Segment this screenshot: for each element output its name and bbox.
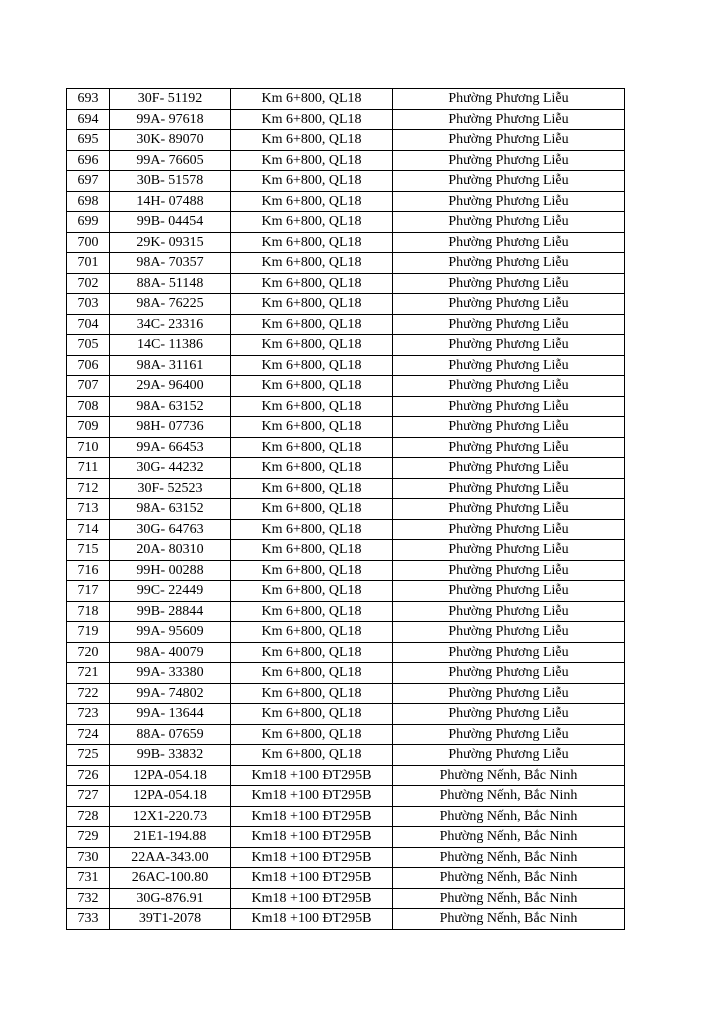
row-number-cell: 726 — [67, 765, 110, 786]
ward-cell: Phường Phương Liễu — [393, 601, 625, 622]
ward-cell: Phường Nếnh, Bắc Ninh — [393, 888, 625, 909]
row-number-cell: 704 — [67, 314, 110, 335]
ward-cell: Phường Phương Liễu — [393, 560, 625, 581]
location-cell: Km 6+800, QL18 — [231, 519, 393, 540]
license-plate-cell: 98A- 70357 — [110, 253, 231, 274]
table-row — [67, 663, 625, 684]
location-cell: Km 6+800, QL18 — [231, 335, 393, 356]
location-cell: Km18 +100 ĐT295B — [231, 765, 393, 786]
location-cell: Km 6+800, QL18 — [231, 232, 393, 253]
license-plate-cell: 99A- 33380 — [110, 663, 231, 684]
ward-cell: Phường Nếnh, Bắc Ninh — [393, 827, 625, 848]
license-plate-cell: 21E1-194.88 — [110, 827, 231, 848]
location-cell: Km 6+800, QL18 — [231, 581, 393, 602]
ward-cell: Phường Phương Liễu — [393, 683, 625, 704]
location-cell: Km18 +100 ĐT295B — [231, 786, 393, 807]
ward-cell: Phường Phương Liễu — [393, 704, 625, 725]
location-cell: Km 6+800, QL18 — [231, 683, 393, 704]
ward-cell: Phường Nếnh, Bắc Ninh — [393, 806, 625, 827]
table-row — [67, 417, 625, 438]
license-plate-cell: 98A- 63152 — [110, 499, 231, 520]
location-cell: Km 6+800, QL18 — [231, 417, 393, 438]
table-row — [67, 458, 625, 479]
ward-cell: Phường Phương Liễu — [393, 335, 625, 356]
location-cell: Km 6+800, QL18 — [231, 376, 393, 397]
ward-cell: Phường Phương Liễu — [393, 581, 625, 602]
license-plate-cell: 99A- 76605 — [110, 150, 231, 171]
license-plate-cell: 99B- 33832 — [110, 745, 231, 766]
table-row — [67, 171, 625, 192]
row-number-cell: 729 — [67, 827, 110, 848]
license-plate-cell: 88A- 51148 — [110, 273, 231, 294]
row-number-cell: 699 — [67, 212, 110, 233]
table-row — [67, 519, 625, 540]
table-row — [67, 642, 625, 663]
row-number-cell: 705 — [67, 335, 110, 356]
license-plate-cell: 14C- 11386 — [110, 335, 231, 356]
license-plate-cell: 99A- 66453 — [110, 437, 231, 458]
location-cell: Km 6+800, QL18 — [231, 745, 393, 766]
ward-cell: Phường Phương Liễu — [393, 253, 625, 274]
ward-cell: Phường Phương Liễu — [393, 622, 625, 643]
row-number-cell: 693 — [67, 89, 110, 110]
table-row — [67, 396, 625, 417]
location-cell: Km 6+800, QL18 — [231, 191, 393, 212]
location-cell: Km 6+800, QL18 — [231, 458, 393, 479]
row-number-cell: 697 — [67, 171, 110, 192]
table-row — [67, 335, 625, 356]
table-row — [67, 478, 625, 499]
license-plate-cell: 30K- 89070 — [110, 130, 231, 151]
table-row — [67, 109, 625, 130]
license-plate-cell: 12PA-054.18 — [110, 786, 231, 807]
location-cell: Km18 +100 ĐT295B — [231, 868, 393, 889]
license-plate-cell: 99B- 04454 — [110, 212, 231, 233]
license-plate-cell: 30G-876.91 — [110, 888, 231, 909]
location-cell: Km18 +100 ĐT295B — [231, 847, 393, 868]
location-cell: Km 6+800, QL18 — [231, 253, 393, 274]
ward-cell: Phường Phương Liễu — [393, 540, 625, 561]
table-row — [67, 540, 625, 561]
license-plate-cell: 98A- 63152 — [110, 396, 231, 417]
license-plate-cell: 99C- 22449 — [110, 581, 231, 602]
row-number-cell: 725 — [67, 745, 110, 766]
location-cell: Km 6+800, QL18 — [231, 130, 393, 151]
license-plate-cell: 99H- 00288 — [110, 560, 231, 581]
table-row — [67, 868, 625, 889]
table-row — [67, 909, 625, 930]
license-plate-cell: 22AA-343.00 — [110, 847, 231, 868]
row-number-cell: 710 — [67, 437, 110, 458]
table-row — [67, 294, 625, 315]
license-plate-cell: 99B- 28844 — [110, 601, 231, 622]
ward-cell: Phường Phương Liễu — [393, 437, 625, 458]
row-number-cell: 716 — [67, 560, 110, 581]
ward-cell: Phường Phương Liễu — [393, 642, 625, 663]
license-plate-cell: 98H- 07736 — [110, 417, 231, 438]
license-plate-cell: 88A- 07659 — [110, 724, 231, 745]
ward-cell: Phường Phương Liễu — [393, 499, 625, 520]
table-row — [67, 827, 625, 848]
ward-cell: Phường Phương Liễu — [393, 273, 625, 294]
row-number-cell: 715 — [67, 540, 110, 561]
table-body — [67, 89, 625, 930]
row-number-cell: 730 — [67, 847, 110, 868]
table-row — [67, 130, 625, 151]
row-number-cell: 696 — [67, 150, 110, 171]
location-cell: Km 6+800, QL18 — [231, 540, 393, 561]
location-cell: Km18 +100 ĐT295B — [231, 806, 393, 827]
license-plate-cell: 14H- 07488 — [110, 191, 231, 212]
location-cell: Km18 +100 ĐT295B — [231, 827, 393, 848]
ward-cell: Phường Phương Liễu — [393, 355, 625, 376]
table-row — [67, 253, 625, 274]
table-row — [67, 89, 625, 110]
license-plate-cell: 20A- 80310 — [110, 540, 231, 561]
table-row — [67, 847, 625, 868]
ward-cell: Phường Phương Liễu — [393, 314, 625, 335]
row-number-cell: 707 — [67, 376, 110, 397]
row-number-cell: 698 — [67, 191, 110, 212]
location-cell: Km 6+800, QL18 — [231, 478, 393, 499]
license-plate-cell: 99A- 74802 — [110, 683, 231, 704]
ward-cell: Phường Phương Liễu — [393, 663, 625, 684]
ward-cell: Phường Phương Liễu — [393, 519, 625, 540]
location-cell: Km 6+800, QL18 — [231, 314, 393, 335]
row-number-cell: 712 — [67, 478, 110, 499]
location-cell: Km 6+800, QL18 — [231, 150, 393, 171]
ward-cell: Phường Phương Liễu — [393, 478, 625, 499]
table-row — [67, 437, 625, 458]
license-plate-cell: 30G- 64763 — [110, 519, 231, 540]
location-cell: Km 6+800, QL18 — [231, 212, 393, 233]
license-plate-cell: 29A- 96400 — [110, 376, 231, 397]
row-number-cell: 724 — [67, 724, 110, 745]
license-plate-cell: 29K- 09315 — [110, 232, 231, 253]
table-row — [67, 560, 625, 581]
ward-cell: Phường Phương Liễu — [393, 109, 625, 130]
license-plate-cell: 30B- 51578 — [110, 171, 231, 192]
row-number-cell: 718 — [67, 601, 110, 622]
ward-cell: Phường Nếnh, Bắc Ninh — [393, 847, 625, 868]
ward-cell: Phường Phương Liễu — [393, 150, 625, 171]
table-row — [67, 273, 625, 294]
location-cell: Km 6+800, QL18 — [231, 109, 393, 130]
location-cell: Km 6+800, QL18 — [231, 499, 393, 520]
ward-cell: Phường Nếnh, Bắc Ninh — [393, 909, 625, 930]
table-row — [67, 683, 625, 704]
location-cell: Km18 +100 ĐT295B — [231, 909, 393, 930]
license-plate-cell: 98A- 40079 — [110, 642, 231, 663]
table-row — [67, 376, 625, 397]
row-number-cell: 702 — [67, 273, 110, 294]
ward-cell: Phường Phương Liễu — [393, 232, 625, 253]
row-number-cell: 708 — [67, 396, 110, 417]
row-number-cell: 723 — [67, 704, 110, 725]
ward-cell: Phường Phương Liễu — [393, 171, 625, 192]
row-number-cell: 731 — [67, 868, 110, 889]
table-row — [67, 622, 625, 643]
row-number-cell: 719 — [67, 622, 110, 643]
table-row — [67, 765, 625, 786]
ward-cell: Phường Phương Liễu — [393, 745, 625, 766]
ward-cell: Phường Phương Liễu — [393, 458, 625, 479]
ward-cell: Phường Phương Liễu — [393, 396, 625, 417]
row-number-cell: 695 — [67, 130, 110, 151]
license-plate-cell: 26AC-100.80 — [110, 868, 231, 889]
location-cell: Km 6+800, QL18 — [231, 171, 393, 192]
license-plate-cell: 39T1-2078 — [110, 909, 231, 930]
row-number-cell: 733 — [67, 909, 110, 930]
row-number-cell: 703 — [67, 294, 110, 315]
location-cell: Km 6+800, QL18 — [231, 663, 393, 684]
table-row — [67, 745, 625, 766]
row-number-cell: 711 — [67, 458, 110, 479]
license-plate-cell: 30G- 44232 — [110, 458, 231, 479]
license-plate-cell: 30F- 52523 — [110, 478, 231, 499]
table-row — [67, 601, 625, 622]
license-plate-cell: 30F- 51192 — [110, 89, 231, 110]
table-row — [67, 212, 625, 233]
ward-cell: Phường Phương Liễu — [393, 130, 625, 151]
row-number-cell: 728 — [67, 806, 110, 827]
row-number-cell: 700 — [67, 232, 110, 253]
row-number-cell: 720 — [67, 642, 110, 663]
ward-cell: Phường Phương Liễu — [393, 376, 625, 397]
table-row — [67, 888, 625, 909]
table-row — [67, 786, 625, 807]
license-plate-cell: 99A- 13644 — [110, 704, 231, 725]
ward-cell: Phường Phương Liễu — [393, 212, 625, 233]
row-number-cell: 727 — [67, 786, 110, 807]
row-number-cell: 694 — [67, 109, 110, 130]
license-plate-cell: 34C- 23316 — [110, 314, 231, 335]
table-row — [67, 704, 625, 725]
table-row — [67, 806, 625, 827]
ward-cell: Phường Nếnh, Bắc Ninh — [393, 786, 625, 807]
location-cell: Km 6+800, QL18 — [231, 724, 393, 745]
location-cell: Km 6+800, QL18 — [231, 622, 393, 643]
license-plate-cell: 99A- 97618 — [110, 109, 231, 130]
row-number-cell: 721 — [67, 663, 110, 684]
table-row — [67, 150, 625, 171]
table-row — [67, 355, 625, 376]
row-number-cell: 701 — [67, 253, 110, 274]
location-cell: Km 6+800, QL18 — [231, 273, 393, 294]
location-cell: Km 6+800, QL18 — [231, 89, 393, 110]
location-cell: Km 6+800, QL18 — [231, 396, 393, 417]
license-plate-cell: 98A- 31161 — [110, 355, 231, 376]
ward-cell: Phường Phương Liễu — [393, 191, 625, 212]
ward-cell: Phường Phương Liễu — [393, 417, 625, 438]
ward-cell: Phường Nếnh, Bắc Ninh — [393, 868, 625, 889]
location-cell: Km 6+800, QL18 — [231, 560, 393, 581]
location-cell: Km 6+800, QL18 — [231, 355, 393, 376]
location-cell: Km18 +100 ĐT295B — [231, 888, 393, 909]
location-cell: Km 6+800, QL18 — [231, 294, 393, 315]
table-row — [67, 191, 625, 212]
violations-table — [66, 88, 625, 930]
table-row — [67, 581, 625, 602]
row-number-cell: 717 — [67, 581, 110, 602]
ward-cell: Phường Phương Liễu — [393, 89, 625, 110]
table-row — [67, 232, 625, 253]
row-number-cell: 706 — [67, 355, 110, 376]
ward-cell: Phường Phương Liễu — [393, 294, 625, 315]
ward-cell: Phường Phương Liễu — [393, 724, 625, 745]
row-number-cell: 713 — [67, 499, 110, 520]
ward-cell: Phường Nếnh, Bắc Ninh — [393, 765, 625, 786]
location-cell: Km 6+800, QL18 — [231, 642, 393, 663]
license-plate-cell: 12PA-054.18 — [110, 765, 231, 786]
row-number-cell: 714 — [67, 519, 110, 540]
license-plate-cell: 98A- 76225 — [110, 294, 231, 315]
license-plate-cell: 12X1-220.73 — [110, 806, 231, 827]
location-cell: Km 6+800, QL18 — [231, 437, 393, 458]
row-number-cell: 722 — [67, 683, 110, 704]
license-plate-cell: 99A- 95609 — [110, 622, 231, 643]
table-row — [67, 724, 625, 745]
row-number-cell: 732 — [67, 888, 110, 909]
location-cell: Km 6+800, QL18 — [231, 601, 393, 622]
row-number-cell: 709 — [67, 417, 110, 438]
table-row — [67, 499, 625, 520]
table-row — [67, 314, 625, 335]
location-cell: Km 6+800, QL18 — [231, 704, 393, 725]
